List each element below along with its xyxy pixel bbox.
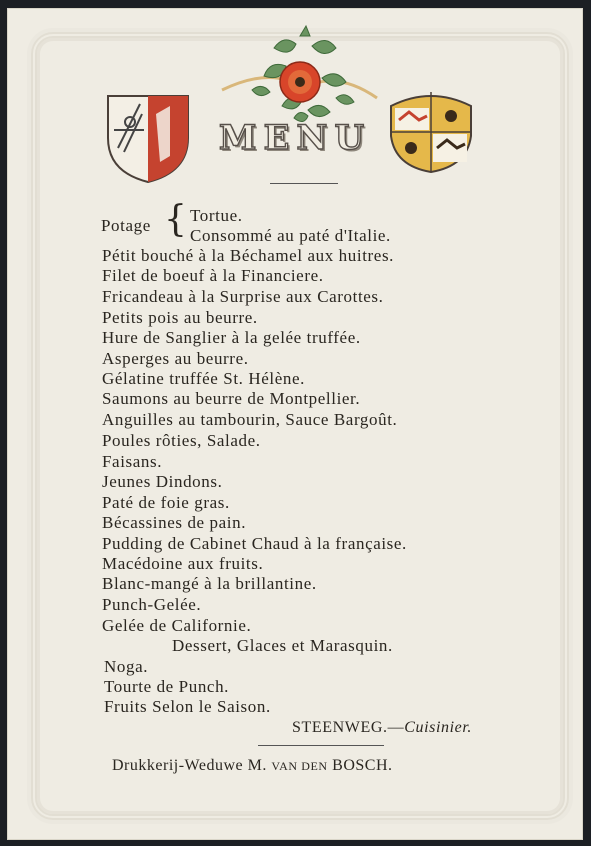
menu-item: Noga. [104,657,149,676]
menu-item: Petits pois au beurre. [102,308,258,327]
menu-item: Tourte de Punch. [104,677,230,696]
menu-title: MENU [218,118,372,158]
left-coat-of-arms-icon [100,86,196,186]
menu-item: Pudding de Cabinet Chaud à la française. [102,534,407,553]
printer-suffix: BOSCH. [332,757,393,774]
printer-credit [112,756,393,776]
chef-signature [292,717,472,738]
potage-option: Consommé au paté d'Italie. [190,226,391,245]
menu-item: Poules rôties, Salade. [102,431,261,450]
potage-option: Tortue. [190,206,243,225]
menu-item: Blanc-mangé à la brillantine. [102,574,317,593]
menu-item: Macédoine aux fruits. [102,554,264,573]
menu-item: Saumons au beurre de Montpellier. [102,389,361,408]
menu-item: Punch-Gelée. [102,595,202,614]
menu-item: Filet de boeuf à la Financiere. [102,266,324,285]
menu-item: Fricandeau à la Surprise aux Carottes. [102,287,384,306]
dessert-line: Dessert, Glaces et Marasquin. [172,636,393,655]
menu-item: Gelée de Californie. [102,616,252,635]
menu-item: Gélatine truffée St. Hélène. [102,369,305,388]
potage-label: Potage [101,216,151,235]
printer-smallcaps: VAN DEN [271,759,328,773]
menu-item: Bécassines de pain. [102,513,247,532]
menu-item: Hure de Sanglier à la gelée truffée. [102,328,361,347]
brace-symbol: { [164,199,187,240]
flower-sprig-ornament [212,18,382,133]
menu-item: Pétit bouché à la Béchamel aux huitres. [102,246,395,265]
menu-item: Fruits Selon le Saison. [104,697,271,716]
menu-item: Faisans. [102,452,163,471]
menu-item: Jeunes Dindons. [102,472,223,491]
printer-prefix: Drukkerij-Weduwe M. [112,757,267,774]
menu-item: Anguilles au tambourin, Sauce Bargoût. [102,410,398,429]
right-coat-of-arms-icon [385,86,477,176]
menu-item: Asperges au beurre. [102,349,249,368]
menu-item: Paté de foie gras. [102,493,230,512]
footer-divider [258,745,384,746]
title-divider [270,183,338,184]
chef-name: STEENWEG.— [292,719,405,736]
chef-role: Cuisinier. [404,719,472,736]
